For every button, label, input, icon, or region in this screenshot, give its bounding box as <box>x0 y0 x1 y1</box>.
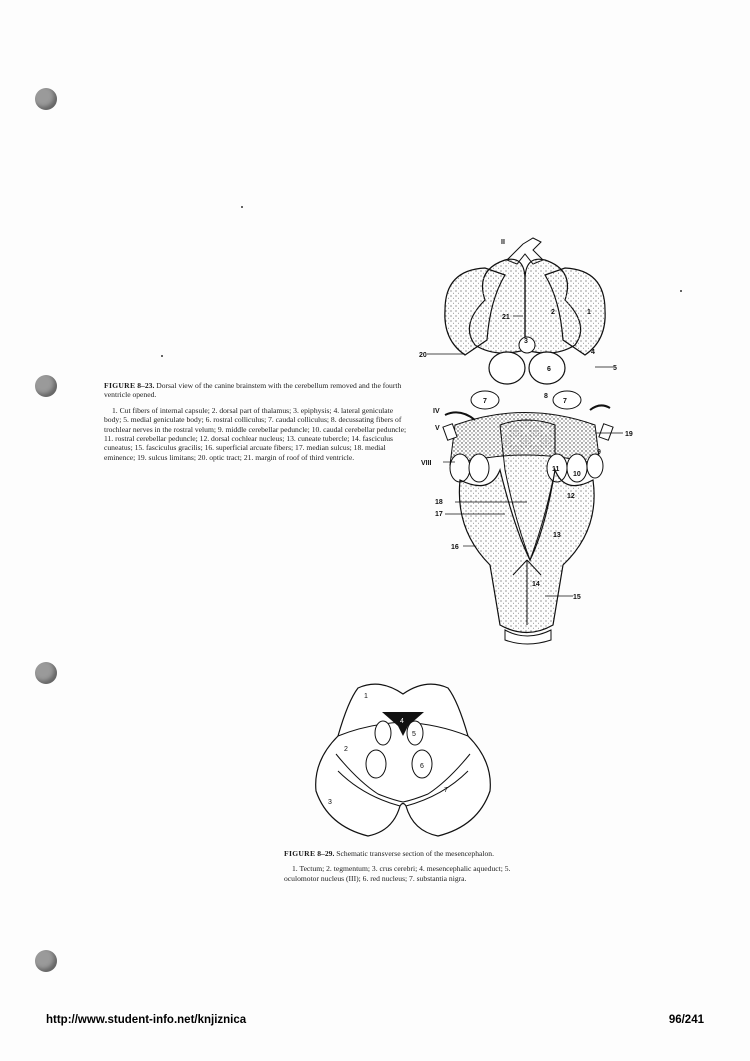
scan-speck <box>241 206 243 208</box>
brainstem-illustration <box>405 230 645 650</box>
punch-hole <box>35 375 57 397</box>
label-19: 19 <box>625 431 633 438</box>
figure-8-29-caption <box>284 849 528 883</box>
figure-title-text: Schematic transverse section of the mesencephalon. <box>336 849 494 858</box>
figure-number: 8–23. <box>137 381 155 390</box>
label-16: 16 <box>451 544 459 551</box>
schematic-label-5: 5 <box>412 731 416 738</box>
label-13: 13 <box>553 532 561 539</box>
label-6: 6 <box>547 366 551 373</box>
label-7-left: 7 <box>483 398 487 405</box>
label-5: 5 <box>613 365 617 372</box>
label-17: 17 <box>435 511 443 518</box>
figure-8-23-title <box>104 381 409 400</box>
figure-8-23-caption <box>104 381 409 462</box>
label-9: 9 <box>597 449 601 456</box>
label-15: 15 <box>573 594 581 601</box>
mesencephalon-schematic <box>308 676 498 841</box>
label-7-right: 7 <box>563 398 567 405</box>
label-II: II <box>501 239 505 246</box>
label-V: V <box>435 425 440 432</box>
label-4: 4 <box>591 349 595 356</box>
schematic-label-3: 3 <box>328 799 332 806</box>
figure-8-23-legend: 1. Cut fibers of internal capsule; 2. dorsal part of thalamus; 3. epiphysis; 4. lateral geniculate body; 5. medial geniculate body; 6. rostral colliculus; 7. caudal colliculus; 8. decussating fibers of trochlear nerves in the rostral velum; 9. middle cerebellar peduncle; 10. caudal cerebellar peduncle; 11. rostral cerebellar peduncle; 12. dorsal cochlear nucleus; 13. cuneate tubercle; 14. fasciculus cuneatus; 15. fasciculus gracilis; 16. superficial arcuate fibers; 17. median sulcus; 18. medial eminence; 19. sulcus limitans; 20. optic tract; 21. margin of roof of third ventricle. <box>104 405 407 462</box>
footer-url-link[interactable]: http://www.student-info.net/knjiznica <box>46 1014 247 1026</box>
figure-title-text: Dorsal view of the canine brainstem with the cerebellum removed and the fourth ventricle opened. <box>104 381 402 400</box>
label-20: 20 <box>419 352 427 359</box>
figure-8-29-legend: 1. Tectum; 2. tegmentum; 3. crus cerebri; 4. mesencephalic aqueduct; 5. oculomotor nucleus (III); 6. red nucleus; 7. substantia nigra. <box>284 864 511 883</box>
schematic-label-2: 2 <box>344 746 348 753</box>
label-3: 3 <box>524 338 528 345</box>
schematic-label-7: 7 <box>444 787 448 794</box>
figure-number: 8–29. <box>317 849 335 858</box>
label-IV: IV <box>433 408 440 415</box>
page-number: 96/241 <box>668 1014 704 1026</box>
label-21: 21 <box>502 314 510 321</box>
schematic-label-6: 6 <box>420 763 424 770</box>
label-11: 11 <box>552 466 560 473</box>
label-8: 8 <box>544 393 548 400</box>
schematic-label-1: 1 <box>364 693 368 700</box>
figure-8-29-title <box>284 849 528 858</box>
label-18: 18 <box>435 499 443 506</box>
punch-hole <box>35 88 57 110</box>
label-VIII: VIII <box>421 460 432 467</box>
label-12: 12 <box>567 493 575 500</box>
label-2: 2 <box>551 309 555 316</box>
figure-label: FIGURE <box>104 381 136 390</box>
punch-hole <box>35 950 57 972</box>
label-10: 10 <box>573 471 581 478</box>
label-14: 14 <box>532 581 540 588</box>
punch-hole <box>35 662 57 684</box>
scan-speck <box>161 355 163 357</box>
schematic-label-4: 4 <box>400 718 404 725</box>
figure-label: FIGURE <box>284 849 316 858</box>
scan-speck <box>680 290 682 292</box>
label-1: 1 <box>587 309 591 316</box>
